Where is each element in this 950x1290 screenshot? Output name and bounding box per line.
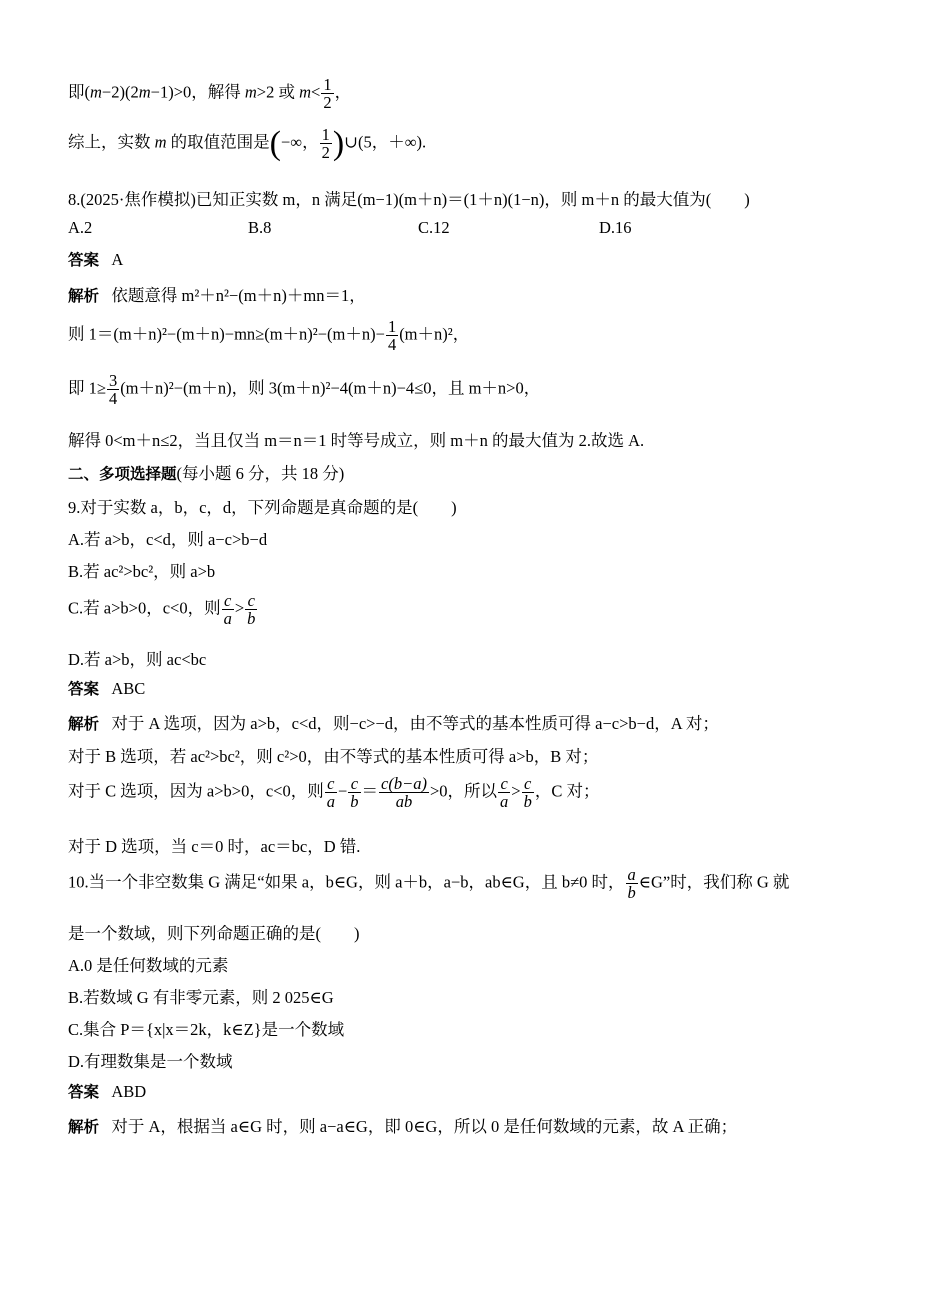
- option-b: B.若数域 G 有非零元素，则 2 025∈G: [68, 988, 334, 1007]
- fraction: $\frac{a}{b}$: [627, 865, 636, 903]
- analysis-step-4: 解得 0<m＋n≤2，当且仅当 m＝n＝1 时等号成立，则 m＋n 的最大值为 2.故选 A.: [68, 431, 645, 450]
- option-d: D.若 a>b，则 ac<bc: [68, 650, 207, 669]
- fraction: $\frac{1}{4}$: [387, 317, 397, 355]
- answer-label: 答案: [68, 680, 100, 698]
- fraction: $\frac{3}{4}$: [108, 371, 118, 409]
- section-note: (每小题 6 分，共 18 分): [176, 464, 345, 483]
- fraction: $\frac{c}{a}$: [500, 774, 509, 812]
- fraction: $\frac{c}{a}$: [326, 774, 335, 812]
- option-c: C.12: [418, 218, 450, 237]
- section-heading: [68, 460, 344, 484]
- fraction: $\frac{c}{a}$: [223, 591, 232, 629]
- fraction: $\frac{1}{2}$: [323, 75, 332, 113]
- analysis-step-4: 对于 D 选项，当 c＝0 时，ac＝bc，D 错.: [68, 837, 361, 856]
- answer-value: ABD: [111, 1082, 147, 1101]
- analysis-step-2: 对于 B 选项，若 ac²>bc²，则 c²>0，由不等式的基本性质可得 a>b，B 对；: [68, 747, 599, 766]
- answer-row: [68, 1080, 146, 1102]
- fraction: $\frac{c}{b}$: [523, 774, 532, 812]
- section-title: 二、多项选择题: [68, 465, 177, 483]
- analysis-row: 解析 对于 A 选项，因为 a>b，c<d，则−c>−d，由不等式的基本性质可得 a−c>b−d，A 对；: [68, 714, 719, 733]
- question-8: 8.(2025·焦作模拟)已知正实数 m，n 满足(m−1)(m＋n)＝(1＋n)(1−n)，则 m＋n 的最大值为( ): [68, 190, 750, 209]
- analysis-label: 解析: [68, 715, 100, 733]
- question-10-cont: 是一个数域，则下列命题正确的是( ): [68, 924, 360, 943]
- solution-line-1: 即(m−2)(2m−1)>0，解得 m>2 或 m< $\frac{1}{2}$ ，: [68, 75, 352, 113]
- question-10: 10.当一个非空数集 G 满足“如果 a，b∈G，则 a＋b，a−b，ab∈G，且 b≠0 时， $\frac{a}{b}$ ∈G”时，我们称 G 就: [68, 865, 790, 903]
- analysis-label: 解析: [68, 1118, 100, 1136]
- option-d: D.16: [599, 218, 632, 237]
- answer-value: A: [111, 250, 124, 269]
- option-c: C.若 a>b>0，c<0，则 $\frac{c}{a}$ > $\frac{c}{b}$: [68, 591, 256, 629]
- option-a: A.2: [68, 218, 93, 237]
- fraction: $\frac{c}{b}$: [350, 774, 359, 812]
- analysis-step-3: 即 1≥ $\frac{3}{4}$ (m＋n)²−(m＋n)，则 3(m＋n)²−4(m＋n)−4≤0，且 m＋n>0，: [68, 371, 541, 409]
- fraction: $\frac{1}{2}$: [321, 125, 330, 163]
- question-9: 9.对于实数 a，b，c，d，下列命题是真命题的是( ): [68, 498, 457, 517]
- answer-row: [68, 248, 123, 270]
- fraction: $\frac{c}{b}$: [247, 591, 256, 629]
- option-a: A.0 是任何数域的元素: [68, 956, 229, 975]
- fraction: $\frac{c(b-a)}{ab}$: [381, 774, 427, 812]
- option-a: A.若 a>b，c<d，则 a−c>b−d: [68, 530, 268, 549]
- solution-line-2: 综上，实数 m 的取值范围是(−∞， $\frac{1}{2}$ )∪(5，＋∞).: [68, 124, 427, 163]
- answer-value: ABC: [111, 679, 146, 698]
- analysis-step-3: 对于 C 选项，因为 a>b>0，c<0，则 $\frac{c}{a}$ − $\frac{c}{b}$ ＝ $\frac{c(b-a)}{ab}$ >0，所以 $\frac{c}{a}$ > $\frac{c}{b}$ ，C 对；: [68, 774, 600, 812]
- answer-label: 答案: [68, 251, 100, 269]
- option-c: C.集合 P＝{x|x＝2k，k∈Z}是一个数域: [68, 1020, 345, 1039]
- analysis-row: 解析 依题意得 m²＋n²−(m＋n)＋mn＝1，: [68, 286, 366, 305]
- answer-row: [68, 677, 145, 699]
- option-b: B.8: [248, 218, 272, 237]
- analysis-label: 解析: [68, 287, 100, 305]
- analysis-row: 解析 对于 A，根据当 a∈G 时，则 a−a∈G，即 0∈G，所以 0 是任何数域的元素，故 A 正确；: [68, 1117, 738, 1136]
- answer-label: 答案: [68, 1083, 100, 1101]
- option-b: B.若 ac²>bc²，则 a>b: [68, 562, 216, 581]
- analysis-step-2: 则 1＝(m＋n)²−(m＋n)−mn≥(m＋n)²−(m＋n)− $\frac{1}{4}$ (m＋n)²，: [68, 317, 470, 355]
- option-d: D.有理数集是一个数域: [68, 1052, 233, 1071]
